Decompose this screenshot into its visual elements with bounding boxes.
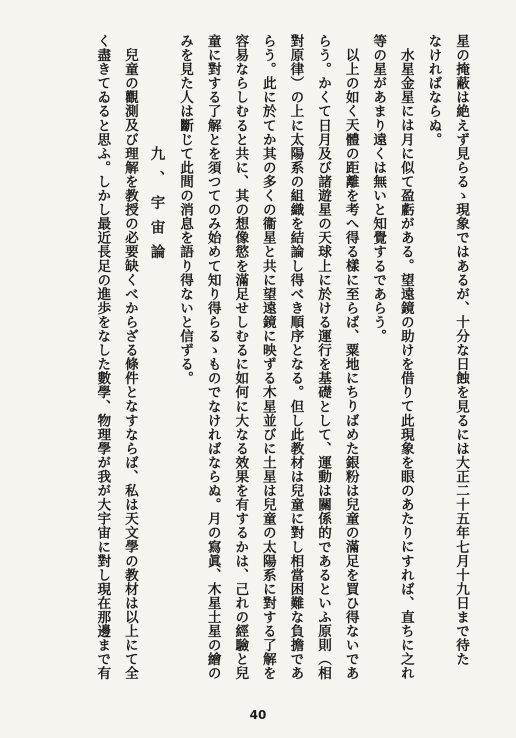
text-line: らう。此に於てか其の多くの衞星と共に望遠鏡に映ずる木星並びに土星は兒童の太陽系に對する了解を bbox=[259, 34, 276, 681]
text-line: く盡きてゐると思ふ。しかし最近長足の進歩をなした數學、物理學が我が大宇宙に對し現在那邊まで有 bbox=[94, 34, 111, 681]
text-line: 兒童の觀測及び理解を教授の必要缺くべからざる條件となすならば、私は天文學の教材は以上にて全 bbox=[121, 48, 138, 681]
vertical-text-body bbox=[88, 34, 474, 681]
text-line: 童に對する了解とを須つてのみ始めて知り得らるゝものでなければならぬ。月の寫眞、木星土星の繪の bbox=[204, 34, 221, 681]
text-line: 星の掩蔽は絶えず見らるゝ現象ではあるが、十分な日蝕を見るには大正二十五年七月十九日まで待た bbox=[453, 34, 469, 667]
section-heading: 九、宇宙論 bbox=[148, 146, 166, 269]
text-line: みを見た人は斷じて此間の消息を語り得ないと信ずる。 bbox=[177, 34, 194, 386]
text-line: らう。かくて日月及び諸遊星の天球上に於ける運行を基礎として、運動は關係的であるといふ原則（相 bbox=[315, 34, 332, 681]
text-line: 容易ならしむると共に、其の想像慾を滿足せしむるに如何に大なる效果を有するかは、己れの經驗と兒 bbox=[232, 34, 249, 681]
page-number: 40 bbox=[249, 708, 267, 722]
text-line: 對原律）の上に太陽系の組織を結論し得べき順序となる。但し此教材は兒童に對し相當困難な負擔であ bbox=[287, 34, 304, 681]
text-line: 等の星があまり遠くは無いと知覺するであらう。 bbox=[370, 34, 387, 344]
text-line: 水星金星には月に似て盈虧がある。望遠鏡の助けを借りて此現象を眼のあたりにすれば、直ちに之れ bbox=[397, 48, 414, 681]
text-line: なければならぬ。 bbox=[425, 34, 442, 147]
text-line: 以上の如く天體の距離を考へ得る樣に至らば、粟地にちりばめた銀粉は兒童の滿足を買ひ得ないであ bbox=[342, 48, 359, 681]
